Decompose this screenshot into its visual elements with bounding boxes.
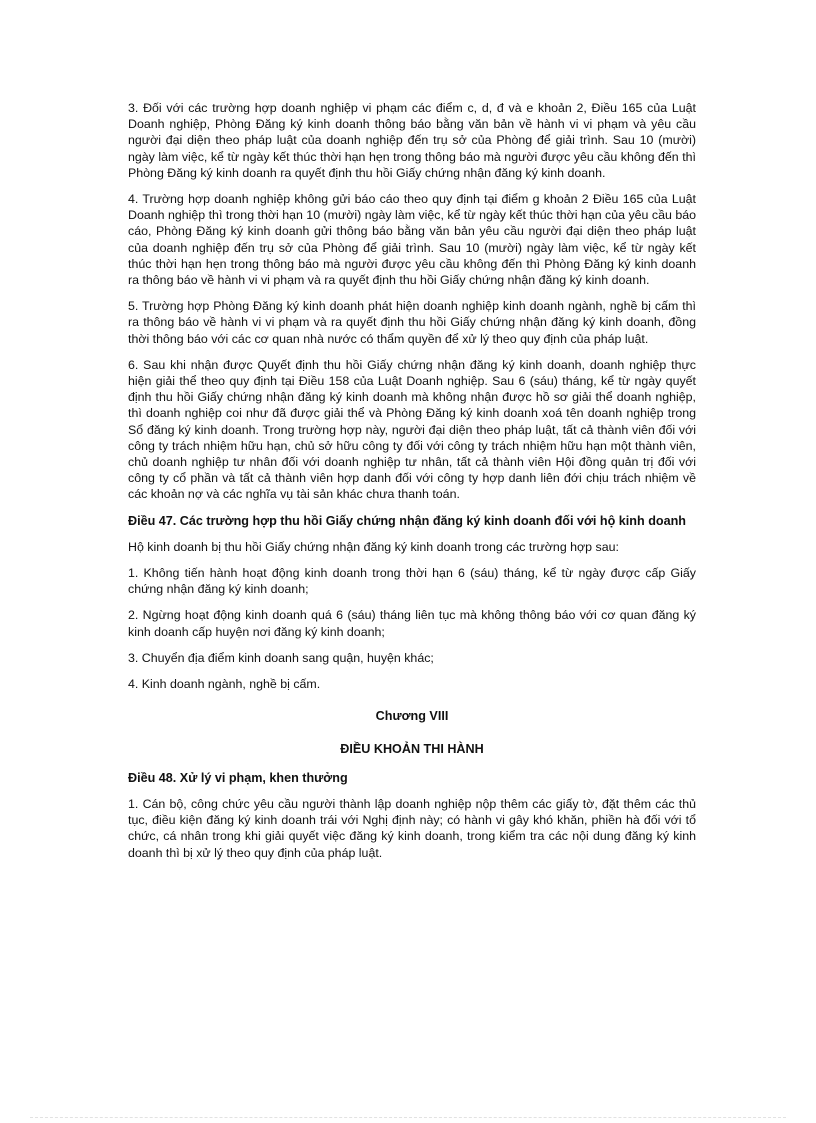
document-page: [128, 100, 696, 871]
paragraph-article46-clause5: 5. Trường hợp Phòng Đăng ký kinh doanh phát hiện doanh nghiệp kinh doanh ngành, nghề bị cấm thì ra thông báo về hành vi vi phạm và ra quyết định thu hồi Giấy chứng nhận đăng ký kinh doanh, đồng thời thông báo với các cơ quan nhà nước có thẩm quyền để xử lý theo quy định của pháp luật.: [128, 299, 696, 346]
article47-item-2: 2. Ngừng hoạt động kinh doanh quá 6 (sáu) tháng liên tục mà không thông báo với cơ quan đăng ký kinh doanh cấp huyện nơi đăng ký kinh doanh;: [128, 608, 696, 639]
chapter-title: ĐIỀU KHOẢN THI HÀNH: [340, 741, 484, 756]
paragraph-article46-clause3: 3. Đối với các trường hợp doanh nghiệp vi phạm các điểm c, d, đ và e khoản 2, Điều 165 của Luật Doanh nghiệp, Phòng Đăng ký kinh doanh thông báo bằng văn bản về hành vi vi phạm và yêu cầu người đại diện theo pháp luật của doanh nghiệp đến trụ sở của Phòng để giải trình. Sau 10 (mười) ngày làm việc, kể từ ngày kết thúc thời hạn hẹn trong thông báo mà người được yêu cầu không đến thì Phòng Đăng ký kinh doanh ra quyết định thu hồi Giấy chứng nhận đăng ký kinh doanh.: [128, 101, 696, 180]
paragraph-article46-clause4: 4. Trường hợp doanh nghiệp không gửi báo cáo theo quy định tại điểm g khoản 2 Điều 165 của Luật Doanh nghiệp thì trong thời hạn 10 (mười) ngày làm việc, kể từ ngày kết thúc thời hạn của yêu cầu báo cáo, Phòng Đăng ký kinh doanh gửi thông báo bằng văn bản yêu cầu người đại diện theo pháp luật của doanh nghiệp đến trụ sở của Phòng để giải trình. Sau 10 (mười) ngày làm việc, kể từ ngày kết thúc thời hạn hẹn trong thông báo mà người được yêu cầu không đến thì Phòng Đăng ký kinh doanh ra thông báo về hành vi vi phạm và ra quyết định thu hồi Giấy chứng nhận đăng ký kinh doanh.: [128, 192, 696, 288]
article47-item-4: 4. Kinh doanh ngành, nghề bị cấm.: [128, 677, 321, 692]
article47-item-3: 3. Chuyển địa điểm kinh doanh sang quận, huyện khác;: [128, 650, 434, 665]
article47-intro: Hộ kinh doanh bị thu hồi Giấy chứng nhận đăng ký kinh doanh trong các trường hợp sau:: [128, 539, 619, 554]
chapter-number: Chương VIII: [375, 709, 449, 724]
paragraph-article46-clause6: 6. Sau khi nhận được Quyết định thu hồi Giấy chứng nhận đăng ký kinh doanh, doanh nghiệp thực hiện giải thể theo quy định tại Điều 158 của Luật Doanh nghiệp. Sau 6 (sáu) tháng, kể từ ngày quyết định thu hồi Giấy chứng nhận đăng ký kinh doanh mà không nhận được hồ sơ giải thể doanh nghiệp, thì doanh nghiệp coi như đã được giải thể và Phòng Đăng ký kinh doanh xoá tên doanh nghiệp trong Sổ đăng ký kinh doanh. Trong trường hợp này, người đại diện theo pháp luật, tất cả thành viên đối với công ty trách nhiệm hữu hạn, chủ sở hữu công ty đối với công ty trách nhiệm hữu hạn một thành viên, chủ doanh nghiệp tư nhân đối với doanh nghiệp tư nhân, tất cả thành viên Hội đồng quản trị đối với công ty cổ phần và tất cả thành viên hợp danh đối với công ty hợp danh liên đới chịu trách nhiệm về các khoản nợ và các nghĩa vụ tài sản khác chưa thanh toán.: [128, 357, 696, 502]
article48-heading: Điều 48. Xử lý vi phạm, khen thưởng: [128, 770, 348, 785]
article47-heading: Điều 47. Các trường hợp thu hồi Giấy chứng nhận đăng ký kinh doanh đối với hộ kinh doanh: [128, 513, 686, 528]
article47-item-1: 1. Không tiến hành hoạt động kinh doanh trong thời hạn 6 (sáu) tháng, kể từ ngày được cấp Giấy chứng nhận đăng ký kinh doanh;: [128, 566, 696, 597]
article48-item-1: 1. Cán bộ, công chức yêu cầu người thành lập doanh nghiệp nộp thêm các giấy tờ, đặt thêm các thủ tục, điều kiện đăng ký kinh doanh trái với Nghị định này; có hành vi gây khó khăn, phiền hà đối với tổ chức, cá nhân trong khi giải quyết việc đăng ký kinh doanh, trong kiểm tra các nội dung đăng ký kinh doanh thì bị xử lý theo quy định của pháp luật.: [128, 796, 696, 860]
page-bottom-divider: [30, 1117, 786, 1118]
